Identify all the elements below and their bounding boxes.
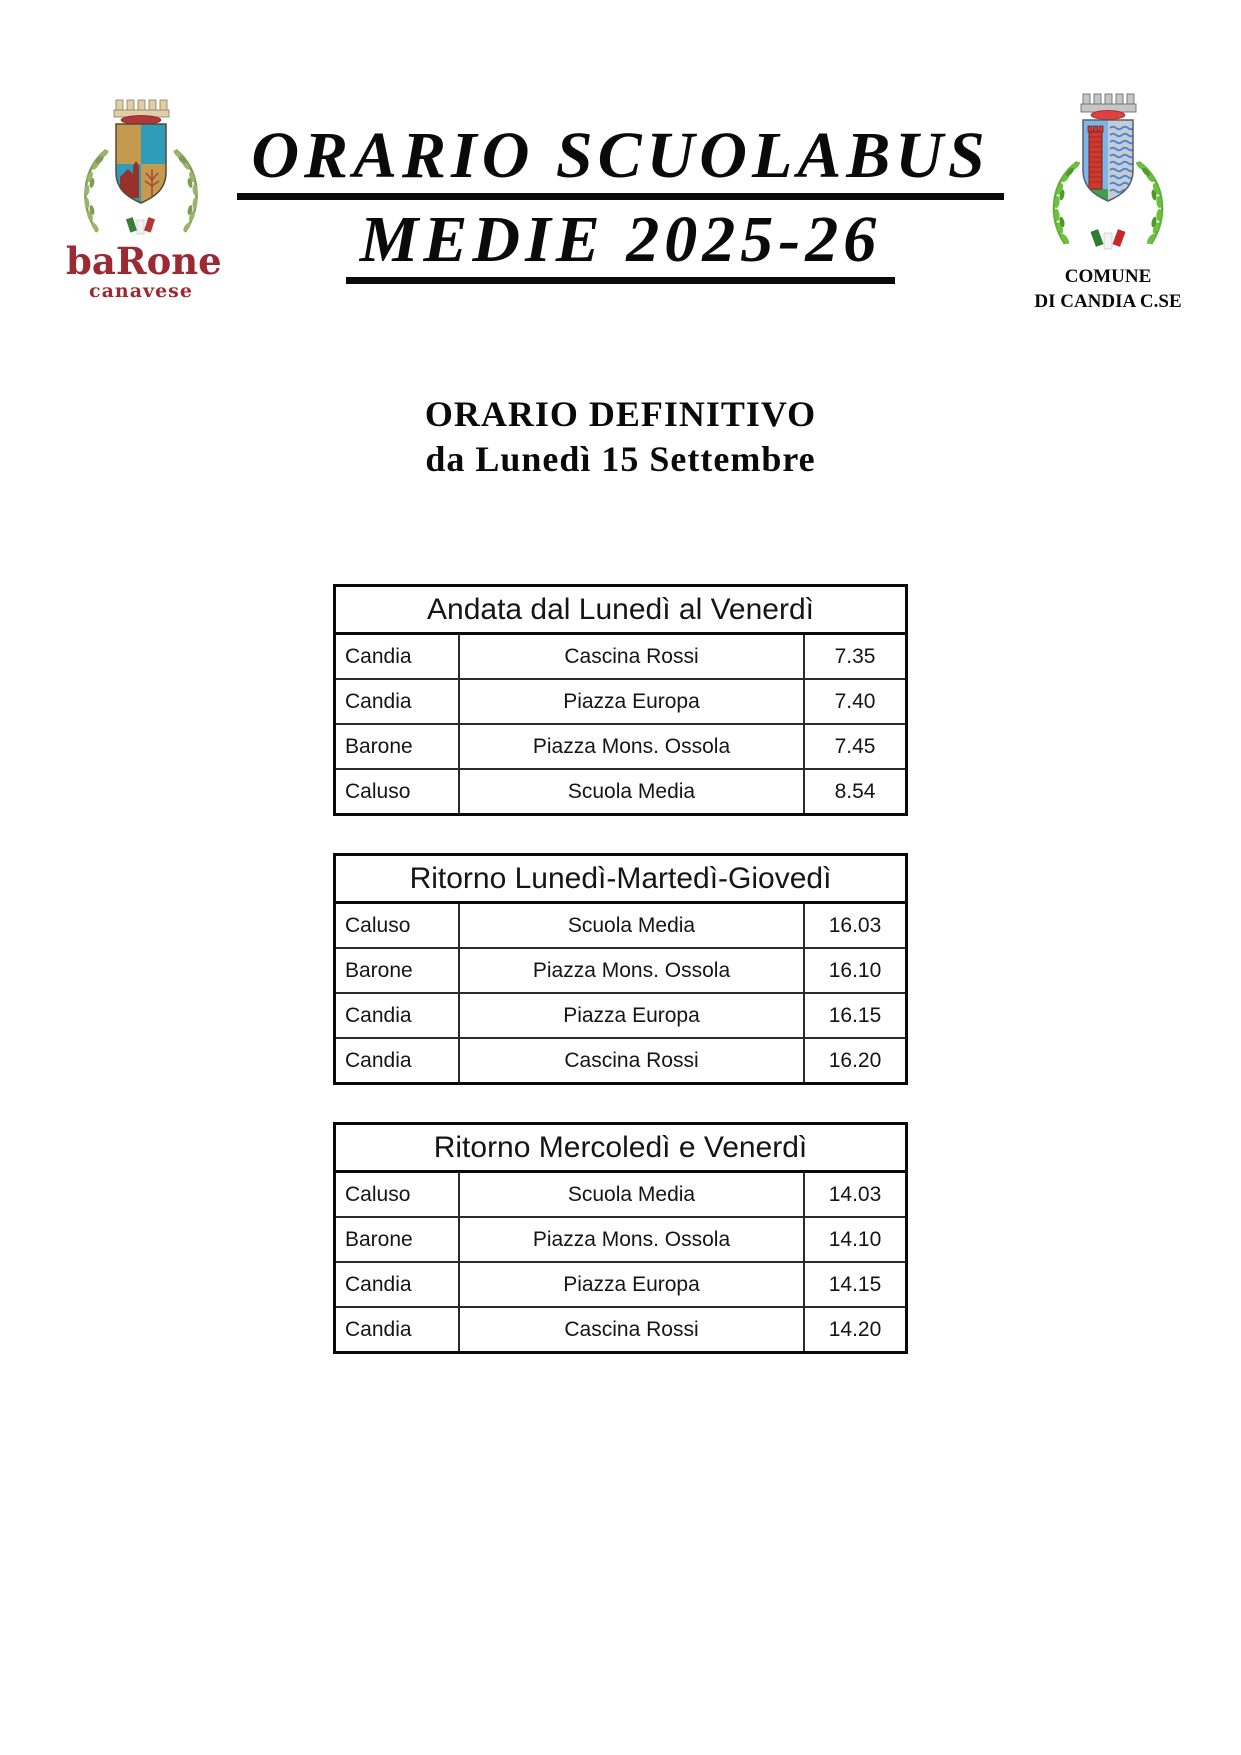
stop-location-cell: Scuola Media xyxy=(460,1173,805,1216)
stop-village-cell: Barone xyxy=(336,725,460,768)
stop-village-cell: Candia xyxy=(336,680,460,723)
candia-caption-line1: COMUNE xyxy=(1064,266,1152,287)
stop-time-cell: 14.10 xyxy=(828,1227,882,1251)
stop-village-cell: Barone xyxy=(336,949,460,992)
stop-location-cell: Cascina Rossi xyxy=(460,1308,805,1351)
stop-time-cell: 7.35 xyxy=(834,644,876,668)
stop-location-cell: Cascina Rossi xyxy=(460,1039,805,1082)
table-row xyxy=(336,904,905,949)
stop-village-cell: Caluso xyxy=(336,770,460,813)
stop-village-cell: Barone xyxy=(336,1218,460,1261)
table-row xyxy=(336,1263,905,1308)
table-row xyxy=(336,1039,905,1082)
stop-time-cell: 16.03 xyxy=(828,913,882,937)
document-title xyxy=(0,119,1241,284)
stop-location-cell: Cascina Rossi xyxy=(460,635,805,678)
stop-village-cell: Candia xyxy=(336,1039,460,1082)
stop-location-cell: Scuola Media xyxy=(460,770,805,813)
bus-schedule-table-ritorno-lmg xyxy=(333,853,908,1085)
stop-location-cell: Piazza Mons. Ossola xyxy=(460,1218,805,1261)
document-subtitle xyxy=(0,392,1241,482)
stop-village-cell: Candia xyxy=(336,994,460,1037)
table-row xyxy=(336,1218,905,1263)
candia-caption-line2: DI CANDIA C.SE xyxy=(1034,291,1182,312)
table-row xyxy=(336,635,905,680)
stop-village-cell: Candia xyxy=(336,635,460,678)
bus-schedule-table-andata xyxy=(333,584,908,816)
stop-location-cell: Piazza Europa xyxy=(460,680,805,723)
stop-time-cell: 14.20 xyxy=(828,1317,882,1341)
stop-time-cell: 16.20 xyxy=(828,1048,882,1072)
table-title: Andata dal Lunedì al Venerdì xyxy=(336,587,905,635)
table-row xyxy=(336,725,905,770)
table-title: Ritorno Mercoledì e Venerdì xyxy=(336,1125,905,1173)
stop-village-cell: Candia xyxy=(336,1263,460,1306)
table-row xyxy=(336,770,905,813)
stop-village-cell: Candia xyxy=(336,1308,460,1351)
barone-logo-name: baRone xyxy=(66,239,222,283)
stop-time-cell: 8.54 xyxy=(834,779,876,803)
table-row xyxy=(336,680,905,725)
candia-crown xyxy=(1081,94,1136,112)
stop-village-cell: Caluso xyxy=(336,904,460,947)
stop-location-cell: Piazza Europa xyxy=(460,994,805,1037)
title-line-1: ORARIO SCUOLABUS xyxy=(0,122,1241,200)
table-row xyxy=(336,1173,905,1218)
stop-location-cell: Piazza Mons. Ossola xyxy=(460,725,805,768)
stop-time-cell: 16.15 xyxy=(828,1003,882,1027)
stop-time-cell: 7.45 xyxy=(834,734,876,758)
stop-location-cell: Scuola Media xyxy=(460,904,805,947)
barone-crown xyxy=(114,100,169,117)
stop-time-cell: 14.03 xyxy=(828,1182,882,1206)
table-row xyxy=(336,949,905,994)
stop-village-cell: Caluso xyxy=(336,1173,460,1216)
table-title: Ritorno Lunedì-Martedì-Giovedì xyxy=(336,856,905,904)
barone-logo-subname: canavese xyxy=(89,280,193,302)
stop-location-cell: Piazza Europa xyxy=(460,1263,805,1306)
stop-location-cell: Piazza Mons. Ossola xyxy=(460,949,805,992)
table-row xyxy=(336,994,905,1039)
table-row xyxy=(336,1308,905,1351)
stop-time-cell: 14.15 xyxy=(828,1272,882,1296)
subtitle-line-2: da Lunedì 15 Settembre xyxy=(425,439,816,479)
bus-schedule-table-ritorno-mv xyxy=(333,1122,908,1354)
stop-time-cell: 16.10 xyxy=(828,958,882,982)
subtitle-line-1: ORARIO DEFINITIVO xyxy=(424,394,817,434)
stop-time-cell: 7.40 xyxy=(834,689,876,713)
title-line-2: MEDIE 2025-26 xyxy=(0,206,1241,284)
